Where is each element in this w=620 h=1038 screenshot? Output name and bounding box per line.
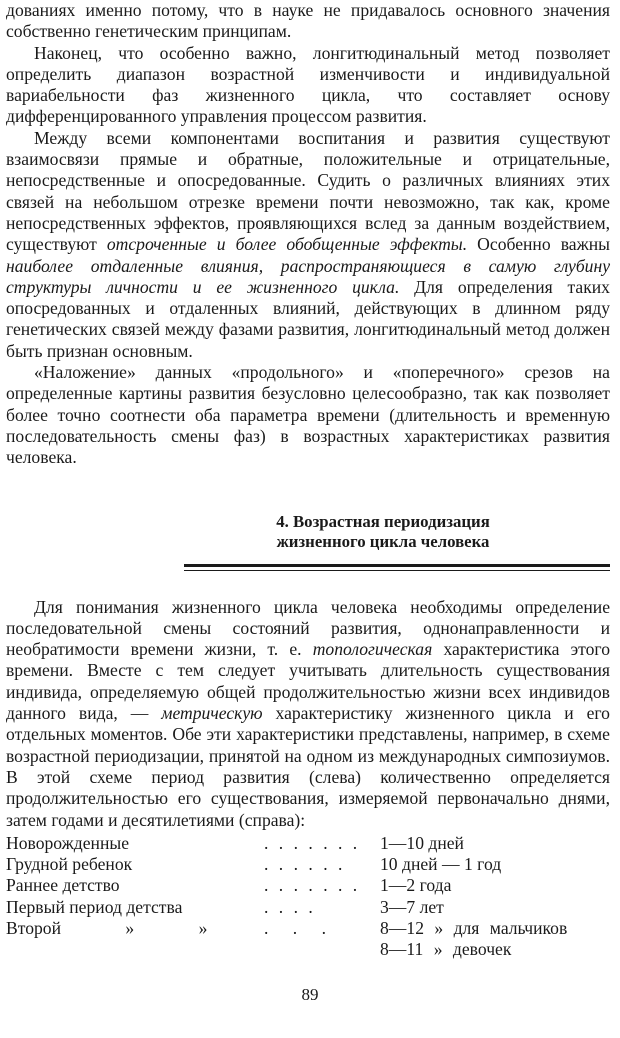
text-span: Между всеми компонентами воспитания и развития существуют взаимосвязи прямые и обратные, положительные и отрицательные, непосредственные и опосредованные. Судить о различных влияниях этих связей на небольшом отрезке времени почти невозможно, так как, кроме непосредственных эффектов, проявляющихся вслед за данным воздействием, существуют — [6, 127, 610, 255]
text-span: дованиях именно потому, что в науке не придавалось основного значения собственно генетическим принципам. — [6, 0, 610, 42]
text-span: «Наложение» данных «продольного» и «поперечного» срезов на определенные картины развития безусловно целесообразно, так как позволяет более точно соотнести оба параметра времени (длительность и временную последовательность смены фаз) в возрастных характеристиках развития человека. — [6, 362, 610, 468]
leader-dots: . . . — [264, 917, 336, 938]
leader-dots: . . . . . . . — [264, 832, 361, 853]
text-span: Для понимания жизненного цикла человека необходимы определение последовательной смены состояний развития, однонаправленности и необратимости времени жизни, т. е. — [6, 596, 610, 660]
section-heading — [6, 512, 610, 552]
italic-span: метрическую — [161, 703, 263, 724]
age-row — [6, 833, 610, 854]
italic-span: наиболее отдаленные влияния, распространяющиеся в самую глубину структуры личности и ее жизненного цикла. — [6, 255, 610, 297]
paragraph-interrelations — [6, 128, 610, 362]
age-range: 8—12 » для мальчиков — [380, 917, 568, 938]
text-span: характеристику жизненного цикла и его отдельных моментов. Обе эти характеристики представлены, например, в схеме возрастной периодизации, принятой на одном из международных симпозиумов. В этой схеме период развития (слева) количественно определяется продолжительностью его существования, измеряемой первоначально днями, затем годами и десятилетиями (справа): — [6, 703, 610, 830]
age-range: 10 дней — 1 год — [380, 854, 502, 875]
leader-dots: . . . . . . . — [264, 875, 361, 896]
age-label: Второй » » — [6, 917, 208, 938]
text-span: характеристика этого времени. Вместе с тем следует учитывать длительность существования индивида, определяемую общей продолжительностью жизни всех индивидов данного вида, — — [6, 639, 610, 724]
heading-line: 4. Возрастная периодизация — [276, 511, 490, 531]
italic-span: отсроченные и более обобщенные эффекты. — [106, 234, 468, 255]
leader-dots: . . . . . . — [264, 854, 346, 875]
age-row — [6, 875, 610, 896]
age-label: Раннее детство — [6, 875, 120, 896]
age-row — [6, 897, 610, 918]
page-number: 89 — [301, 985, 319, 1004]
age-label: Первый период детства — [6, 896, 183, 917]
rule-thick — [184, 564, 610, 567]
age-periods-list — [6, 833, 610, 961]
age-label: Грудной ребенок — [6, 854, 133, 875]
age-range: 3—7 лет — [380, 896, 444, 917]
heading-rule — [184, 564, 610, 571]
rule-thin — [184, 570, 610, 571]
text-span: Особенно важны — [467, 234, 610, 255]
age-range: 1—10 дней — [380, 832, 464, 853]
paragraph-lifecycle — [6, 597, 610, 831]
age-row — [6, 939, 610, 960]
age-row — [6, 918, 610, 939]
heading-line: жизненного цикла человека — [276, 531, 490, 551]
age-label: Новорожденные — [6, 832, 130, 853]
text-span: Для определения таких опосредованных и отдаленных влияний, действующих в длинном ряду генетических связей между фазами развития, лонгитюдинальный метод должен быть признан основным. — [6, 276, 610, 361]
age-range: 8—11 » девочек — [380, 939, 512, 960]
leader-dots: . . . . — [264, 896, 316, 917]
paragraph-continuation — [6, 0, 610, 43]
text-span: Наконец, что особенно важно, лонгитюдинальный метод позволяет определить диапазон возрастной изменчивости и индивидуальной вариабельности фаз жизненного цикла, что составляет основу дифференцированного управления процессом развития. — [6, 42, 610, 127]
paragraph-longitudinal — [6, 43, 610, 128]
italic-span: топологическая — [312, 639, 433, 660]
paragraph-overlay — [6, 362, 610, 468]
age-range: 1—2 года — [380, 875, 452, 896]
age-row — [6, 854, 610, 875]
